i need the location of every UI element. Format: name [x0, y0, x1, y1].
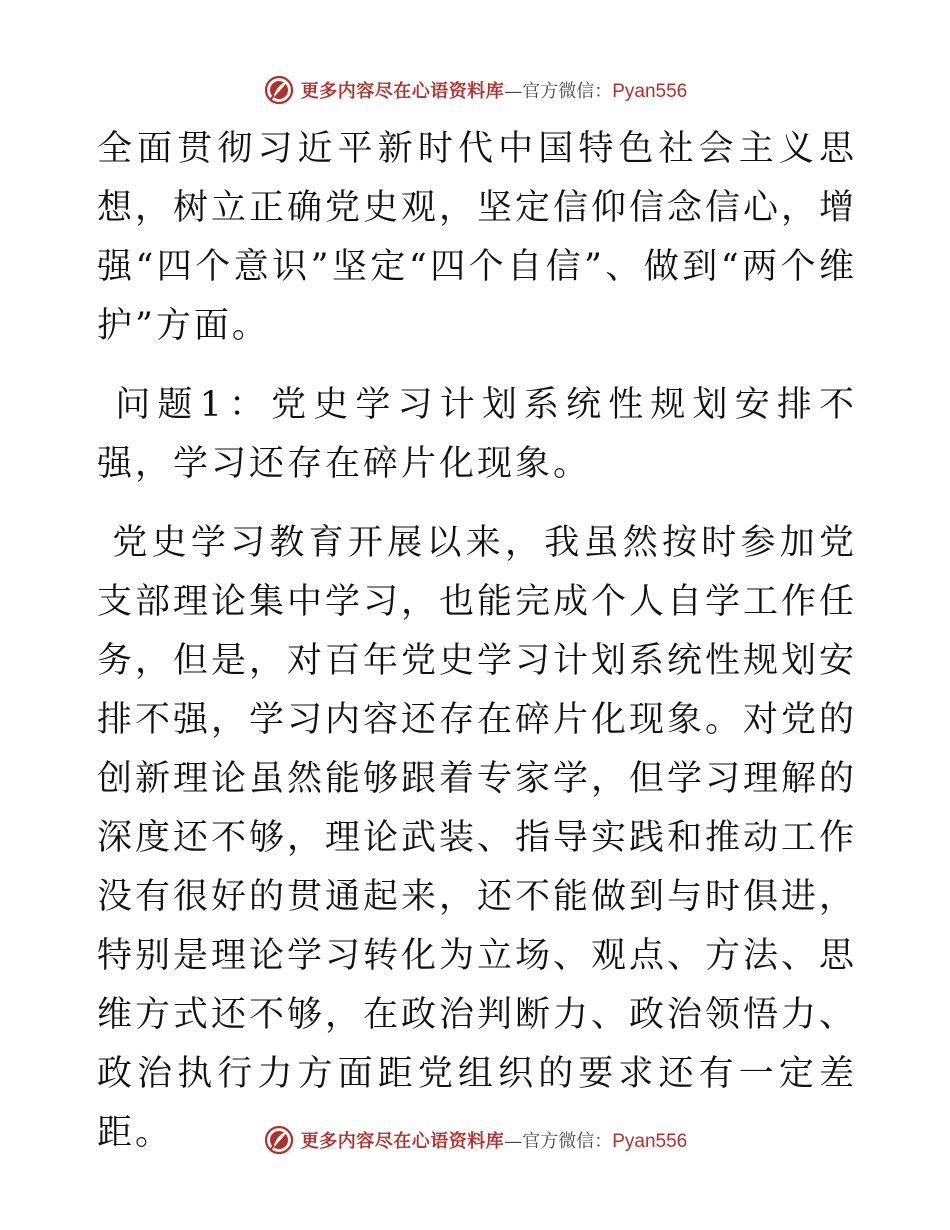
- document-body: [97, 120, 857, 1163]
- header-watermark: [0, 70, 950, 110]
- watermark-account-id: Pyan556: [612, 1131, 688, 1152]
- quill-pen-logo-icon: [263, 74, 295, 106]
- paragraph-problem-heading: 问题1：党史学习计划系统性规划安排不强，学习还存在碎片化现象。: [97, 385, 857, 484]
- watermark-text: [301, 77, 688, 103]
- watermark-separator: —官方微信：: [504, 1131, 613, 1152]
- watermark-account-id: Pyan556: [612, 81, 688, 102]
- watermark-text: [301, 1127, 688, 1153]
- quill-pen-logo-icon: [263, 1124, 295, 1156]
- watermark-main-text: 更多内容尽在心语资料库: [300, 81, 505, 102]
- paragraph-intro: 全面贯彻习近平新时代中国特色社会主义思想，树立正确党史观，坚定信仰信念信心，增强“四个意识”坚定“四个自信”、做到“两个维护”方面。: [97, 129, 858, 346]
- footer-watermark: [0, 1120, 950, 1160]
- paragraph-problem-detail: 党史学习教育开展以来，我虽然按时参加党支部理论集中学习，也能完成个人自学工作任务，但是，对百年党史学习计划系统性规划安排不强，学习内容还存在碎片化现象。对党的创新理论虽然能够跟着专家学，但学习理解的深度还不够，理论武装、指导实践和推动工作没有很好的贯通起来，还不能做到与时俱进，特别是理论学习转化为立场、观点、方法、思维方式还不够，在政治判断力、政治领悟力、政治执行力方面距党组织的要求还有一定差距。: [97, 523, 858, 1153]
- watermark-separator: —官方微信：: [504, 81, 613, 102]
- watermark-main-text: 更多内容尽在心语资料库: [300, 1131, 505, 1152]
